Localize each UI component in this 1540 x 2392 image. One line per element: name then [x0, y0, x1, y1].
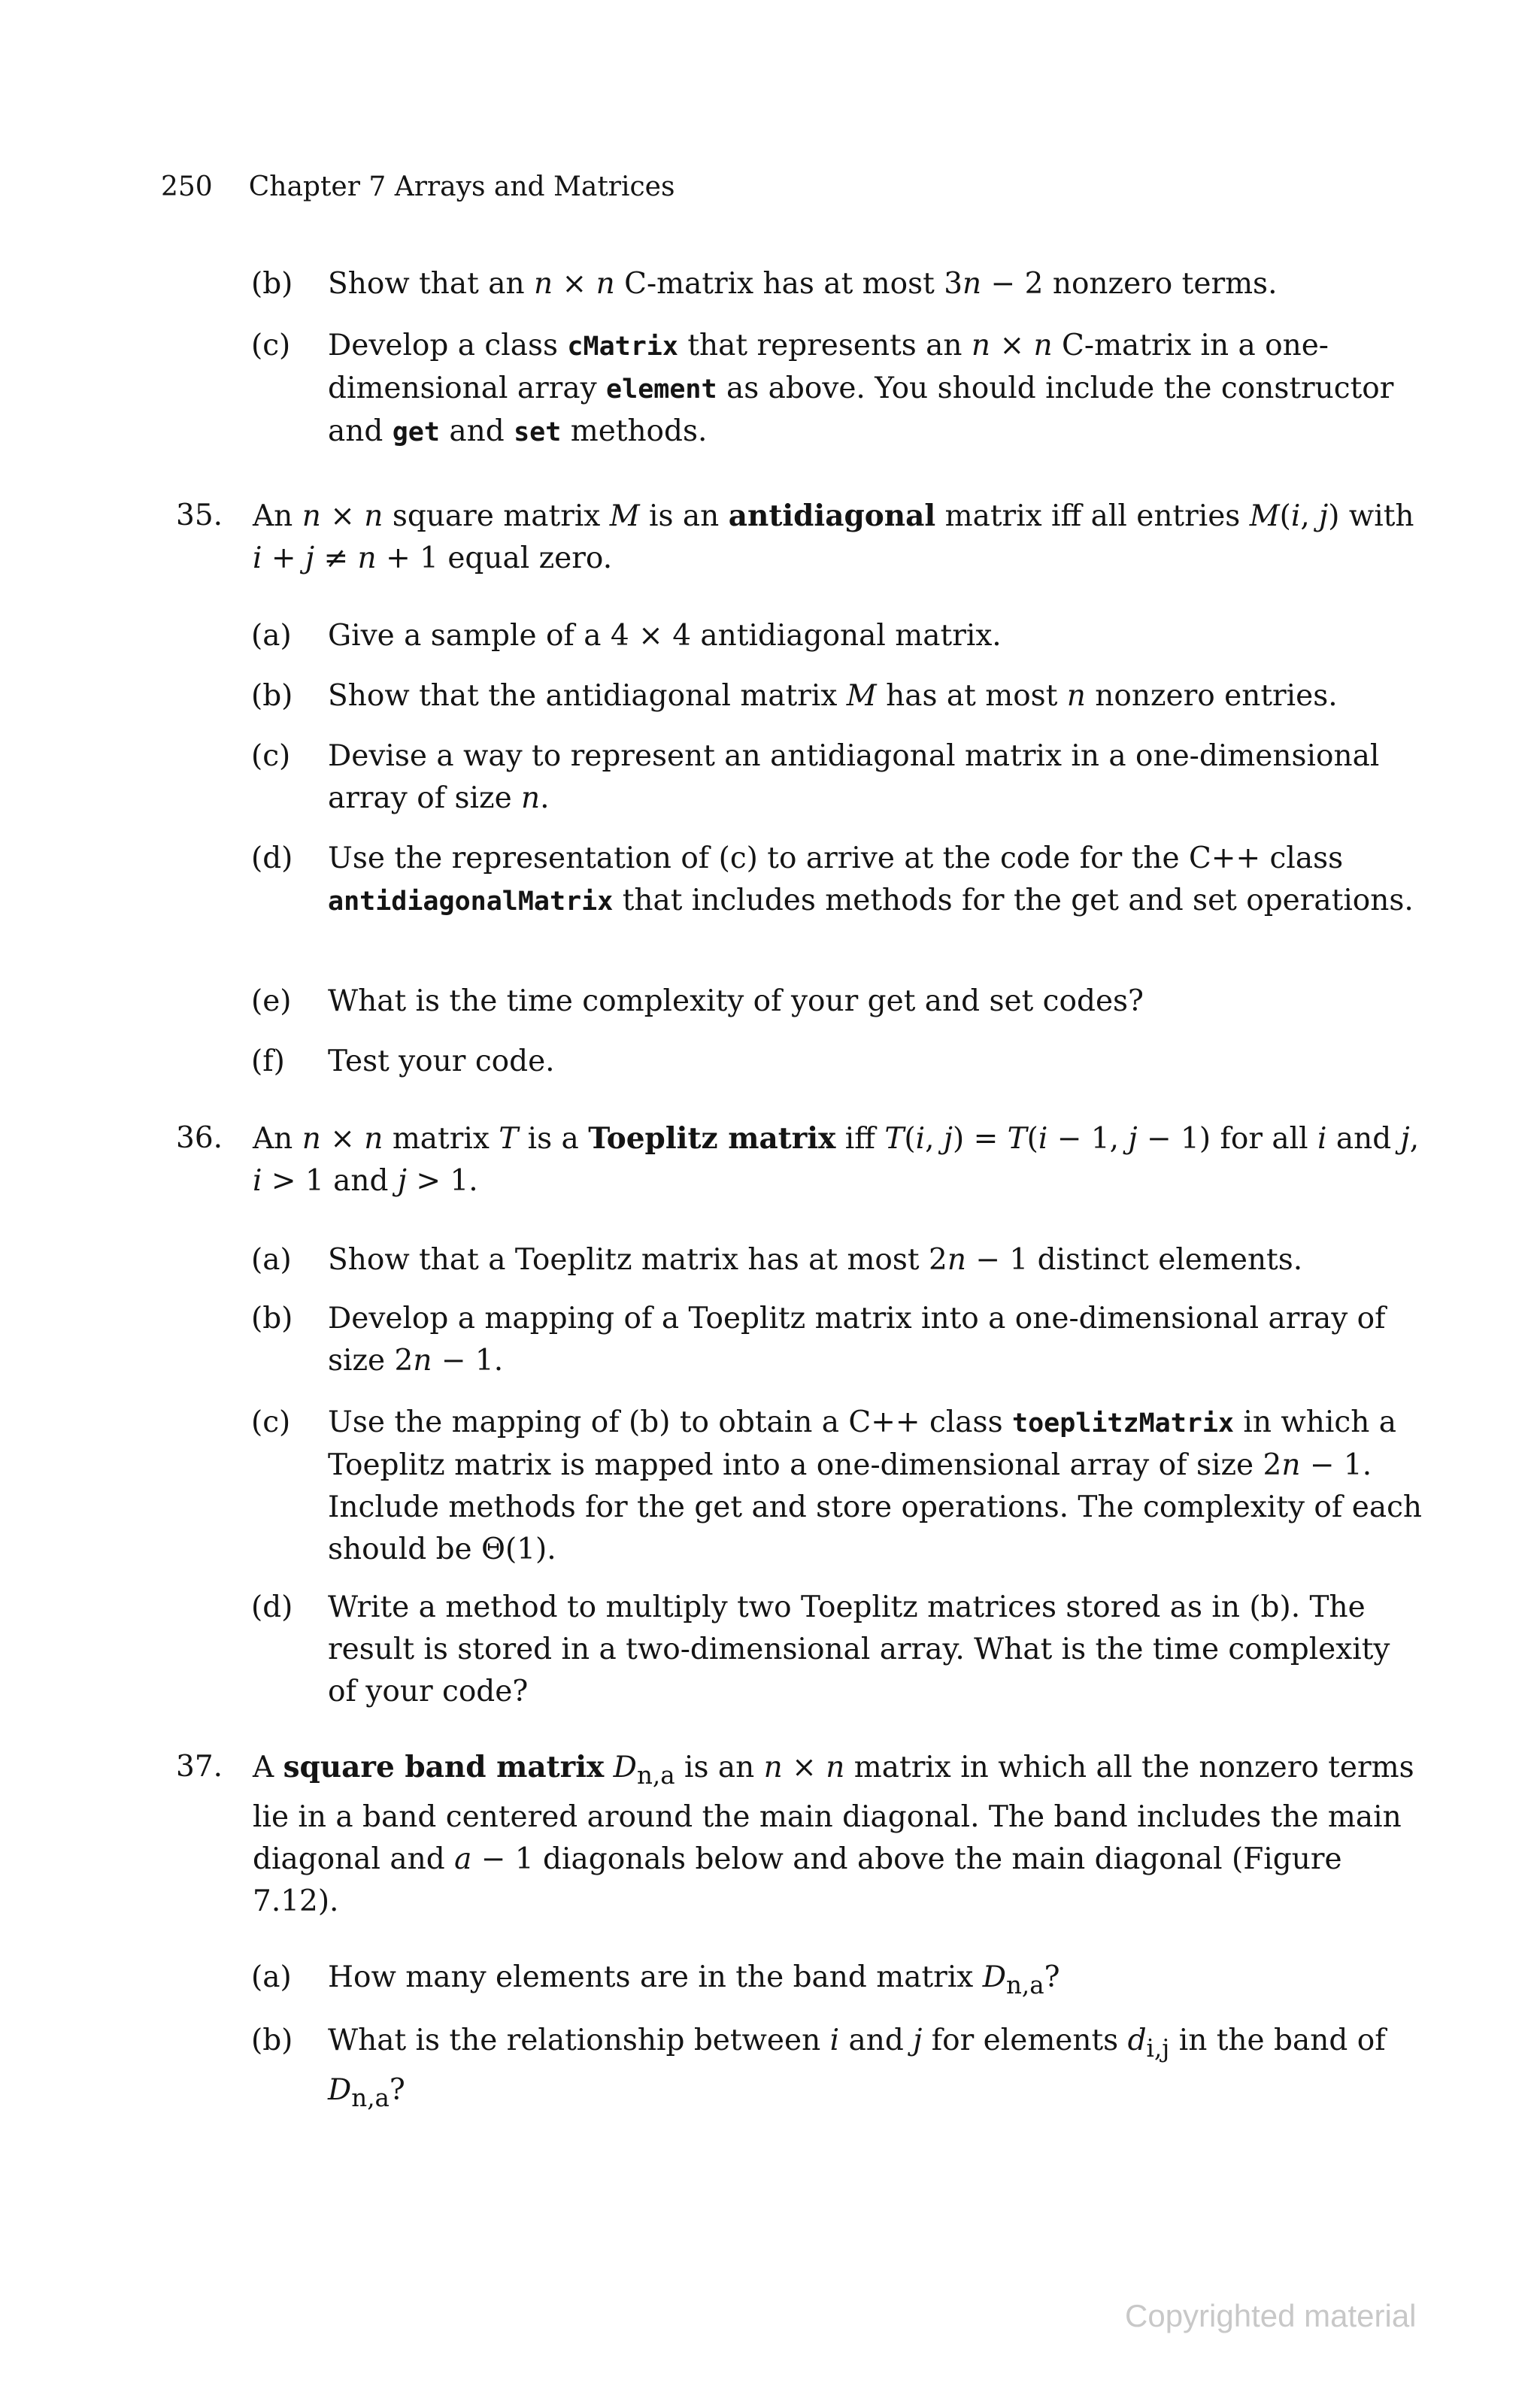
code-identifier: get	[392, 417, 440, 447]
problem-statement: A square band matrix $D_{n,a}$ is an n × n matrix in which all the nonzero terms lie in a band centered around the main diagonal. The band includes the main diagonal and a − 1 diagonals below and above the main diagonal (Figure 7.12).	[253, 1750, 1414, 1918]
part-label: (b)	[251, 679, 293, 713]
math-variable: n	[826, 1751, 845, 1784]
math-variable: i	[915, 1122, 926, 1156]
math-variable: n	[1281, 1448, 1301, 1482]
problem-statement: An n × n matrix T is a Toeplitz matrix iff T(i, j) = T(i − 1, j − 1) for all i and j, i > 1 and j > 1.	[253, 1121, 1420, 1198]
part-label: (a)	[251, 619, 292, 653]
problem-34-part-c	[251, 325, 1424, 453]
math-variable: n	[533, 267, 553, 301]
math-variable: n	[521, 781, 541, 815]
math-subscript: n,a	[1005, 1970, 1044, 1999]
problem-36-part-a	[251, 1239, 1424, 1281]
math-variable: j	[1319, 499, 1329, 533]
problem-35-part-b	[251, 675, 1424, 717]
part-label: (a)	[251, 1960, 292, 1994]
math-variable: n	[1033, 329, 1053, 362]
math-variable: T	[884, 1122, 905, 1156]
math-variable: j	[913, 2024, 923, 2057]
copyright-watermark: Copyrighted material	[1125, 2298, 1417, 2333]
problem-number: 35.	[176, 499, 223, 532]
math-variable: n	[763, 1751, 783, 1784]
part-label: (c)	[251, 329, 291, 362]
math-variable: D	[328, 2072, 352, 2107]
bold-term: antidiagonal	[728, 499, 936, 533]
math-variable: n	[947, 1243, 966, 1277]
problem-35-part-e	[251, 981, 1424, 1023]
math-subscript: i,j	[1146, 2033, 1170, 2063]
bold-term: square band matrix	[283, 1750, 605, 1784]
math-variable: D	[982, 1960, 1006, 1994]
math-variable: j	[943, 1122, 953, 1156]
math-variable: D	[613, 1751, 637, 1784]
math-variable: T	[1007, 1122, 1027, 1156]
bold-term: Toeplitz matrix	[588, 1121, 836, 1156]
problem-35-part-d	[251, 838, 1424, 923]
problem-35-part-f	[251, 1041, 1424, 1083]
math-variable: i	[1317, 1122, 1327, 1156]
math-variable: n	[596, 267, 615, 301]
part-text: Develop a class cMatrix that represents an n × n C-matrix in a one-dimensional array element as above. You should include the constructor and get and set methods.	[328, 329, 1394, 448]
problem-36-part-b	[251, 1298, 1424, 1382]
chapter-title: Chapter 7 Arrays and Matrices	[248, 171, 675, 202]
math-variable: n	[971, 329, 991, 362]
problem-37-part-b	[251, 2020, 1424, 2119]
part-text: What is the time complexity of your get and set codes?	[328, 984, 1144, 1018]
part-label: (f)	[251, 1044, 285, 1078]
problem-statement: An n × n square matrix M is an antidiagonal matrix iff all entries M(i, j) with i + j ≠ n + 1 equal zero.	[253, 499, 1414, 575]
part-text: Use the mapping of (b) to obtain a C++ class toeplitzMatrix in which a Toeplitz matrix is mapped into a one-dimensional array of size 2n − 1. Include methods for the get and store operations. The complexity of each should be Θ(1).	[328, 1405, 1423, 1566]
part-label: (c)	[251, 739, 291, 773]
math-variable: j	[1128, 1122, 1138, 1156]
page-number: 250	[161, 171, 213, 202]
part-text: What is the relationship between i and j for elements $d_{i,j}$ in the band of $D_{n,a}$?	[328, 2024, 1386, 2112]
math-variable: T	[499, 1122, 519, 1156]
math-variable: j	[1400, 1122, 1410, 1156]
part-label: (b)	[251, 2024, 293, 2057]
part-label: (d)	[251, 1590, 293, 1624]
problem-37-part-a	[251, 1957, 1424, 2006]
part-text: Devise a way to represent an antidiagonal matrix in a one-dimensional array of size n.	[328, 739, 1380, 815]
math-variable: n	[302, 1122, 321, 1156]
math-variable: M	[1249, 499, 1280, 533]
problem-37	[176, 1746, 1424, 1923]
part-label: (c)	[251, 1405, 291, 1439]
problem-35-part-c	[251, 735, 1424, 820]
problem-36-part-d	[251, 1587, 1424, 1713]
part-label: (b)	[251, 1302, 293, 1335]
part-text: Test your code.	[328, 1044, 555, 1078]
problem-34-part-b	[251, 263, 1424, 305]
math-variable: M	[609, 499, 640, 533]
math-variable: n	[413, 1344, 432, 1378]
problem-35	[176, 495, 1424, 580]
math-variable: i	[1038, 1122, 1048, 1156]
code-identifier: toeplitzMatrix	[1012, 1408, 1235, 1439]
running-header	[161, 171, 675, 202]
math-variable: M	[846, 679, 877, 713]
math-variable: n	[962, 267, 982, 301]
math-variable: n	[1066, 679, 1086, 713]
math-variable: i	[829, 2024, 840, 2057]
math-variable: n	[302, 499, 321, 533]
part-text: Develop a mapping of a Toeplitz matrix into a one-dimensional array of size 2n − 1.	[328, 1302, 1386, 1378]
math-variable: i	[253, 1164, 262, 1198]
code-identifier: cMatrix	[567, 332, 678, 362]
problem-36-part-c	[251, 1402, 1424, 1571]
part-label: (a)	[251, 1243, 292, 1277]
code-identifier: element	[606, 374, 717, 405]
code-identifier: antidiagonalMatrix	[328, 887, 614, 917]
code-identifier: set	[514, 417, 562, 447]
math-variable: n	[357, 541, 377, 575]
part-text: Give a sample of a 4 × 4 antidiagonal matrix.	[328, 619, 1002, 653]
problem-number: 36.	[176, 1121, 223, 1155]
math-variable: n	[364, 1122, 383, 1156]
part-label: (d)	[251, 841, 293, 875]
math-subscript: n,a	[636, 1760, 675, 1790]
math-variable: j	[397, 1164, 407, 1198]
part-label: (b)	[251, 267, 293, 301]
math-variable: n	[364, 499, 383, 533]
math-subscript: n,a	[351, 2083, 390, 2112]
part-text: How many elements are in the band matrix $D_{n,a}$?	[328, 1960, 1060, 1999]
math-variable: j	[305, 541, 315, 575]
problem-number: 37.	[176, 1750, 223, 1784]
problem-36	[176, 1117, 1424, 1202]
math-variable: a	[454, 1842, 472, 1876]
part-text: Use the representation of (c) to arrive at the code for the C++ class antidiagonalMatrix that includes methods for the get and set operations.	[328, 841, 1414, 917]
part-text: Show that the antidiagonal matrix M has at most n nonzero entries.	[328, 679, 1338, 713]
problem-35-part-a	[251, 615, 1424, 657]
math-variable: d	[1127, 2024, 1147, 2057]
math-variable: i	[1290, 499, 1301, 533]
part-text: Show that a Toeplitz matrix has at most 2n − 1 distinct elements.	[328, 1243, 1303, 1277]
part-text: Write a method to multiply two Toeplitz matrices stored as in (b). The result is stored in a two-dimensional array. What is the time complexity of your code?	[328, 1590, 1390, 1708]
part-label: (e)	[251, 984, 292, 1018]
math-variable: i	[253, 541, 262, 575]
part-text: Show that an n × n C-matrix has at most 3n − 2 nonzero terms.	[328, 267, 1278, 301]
